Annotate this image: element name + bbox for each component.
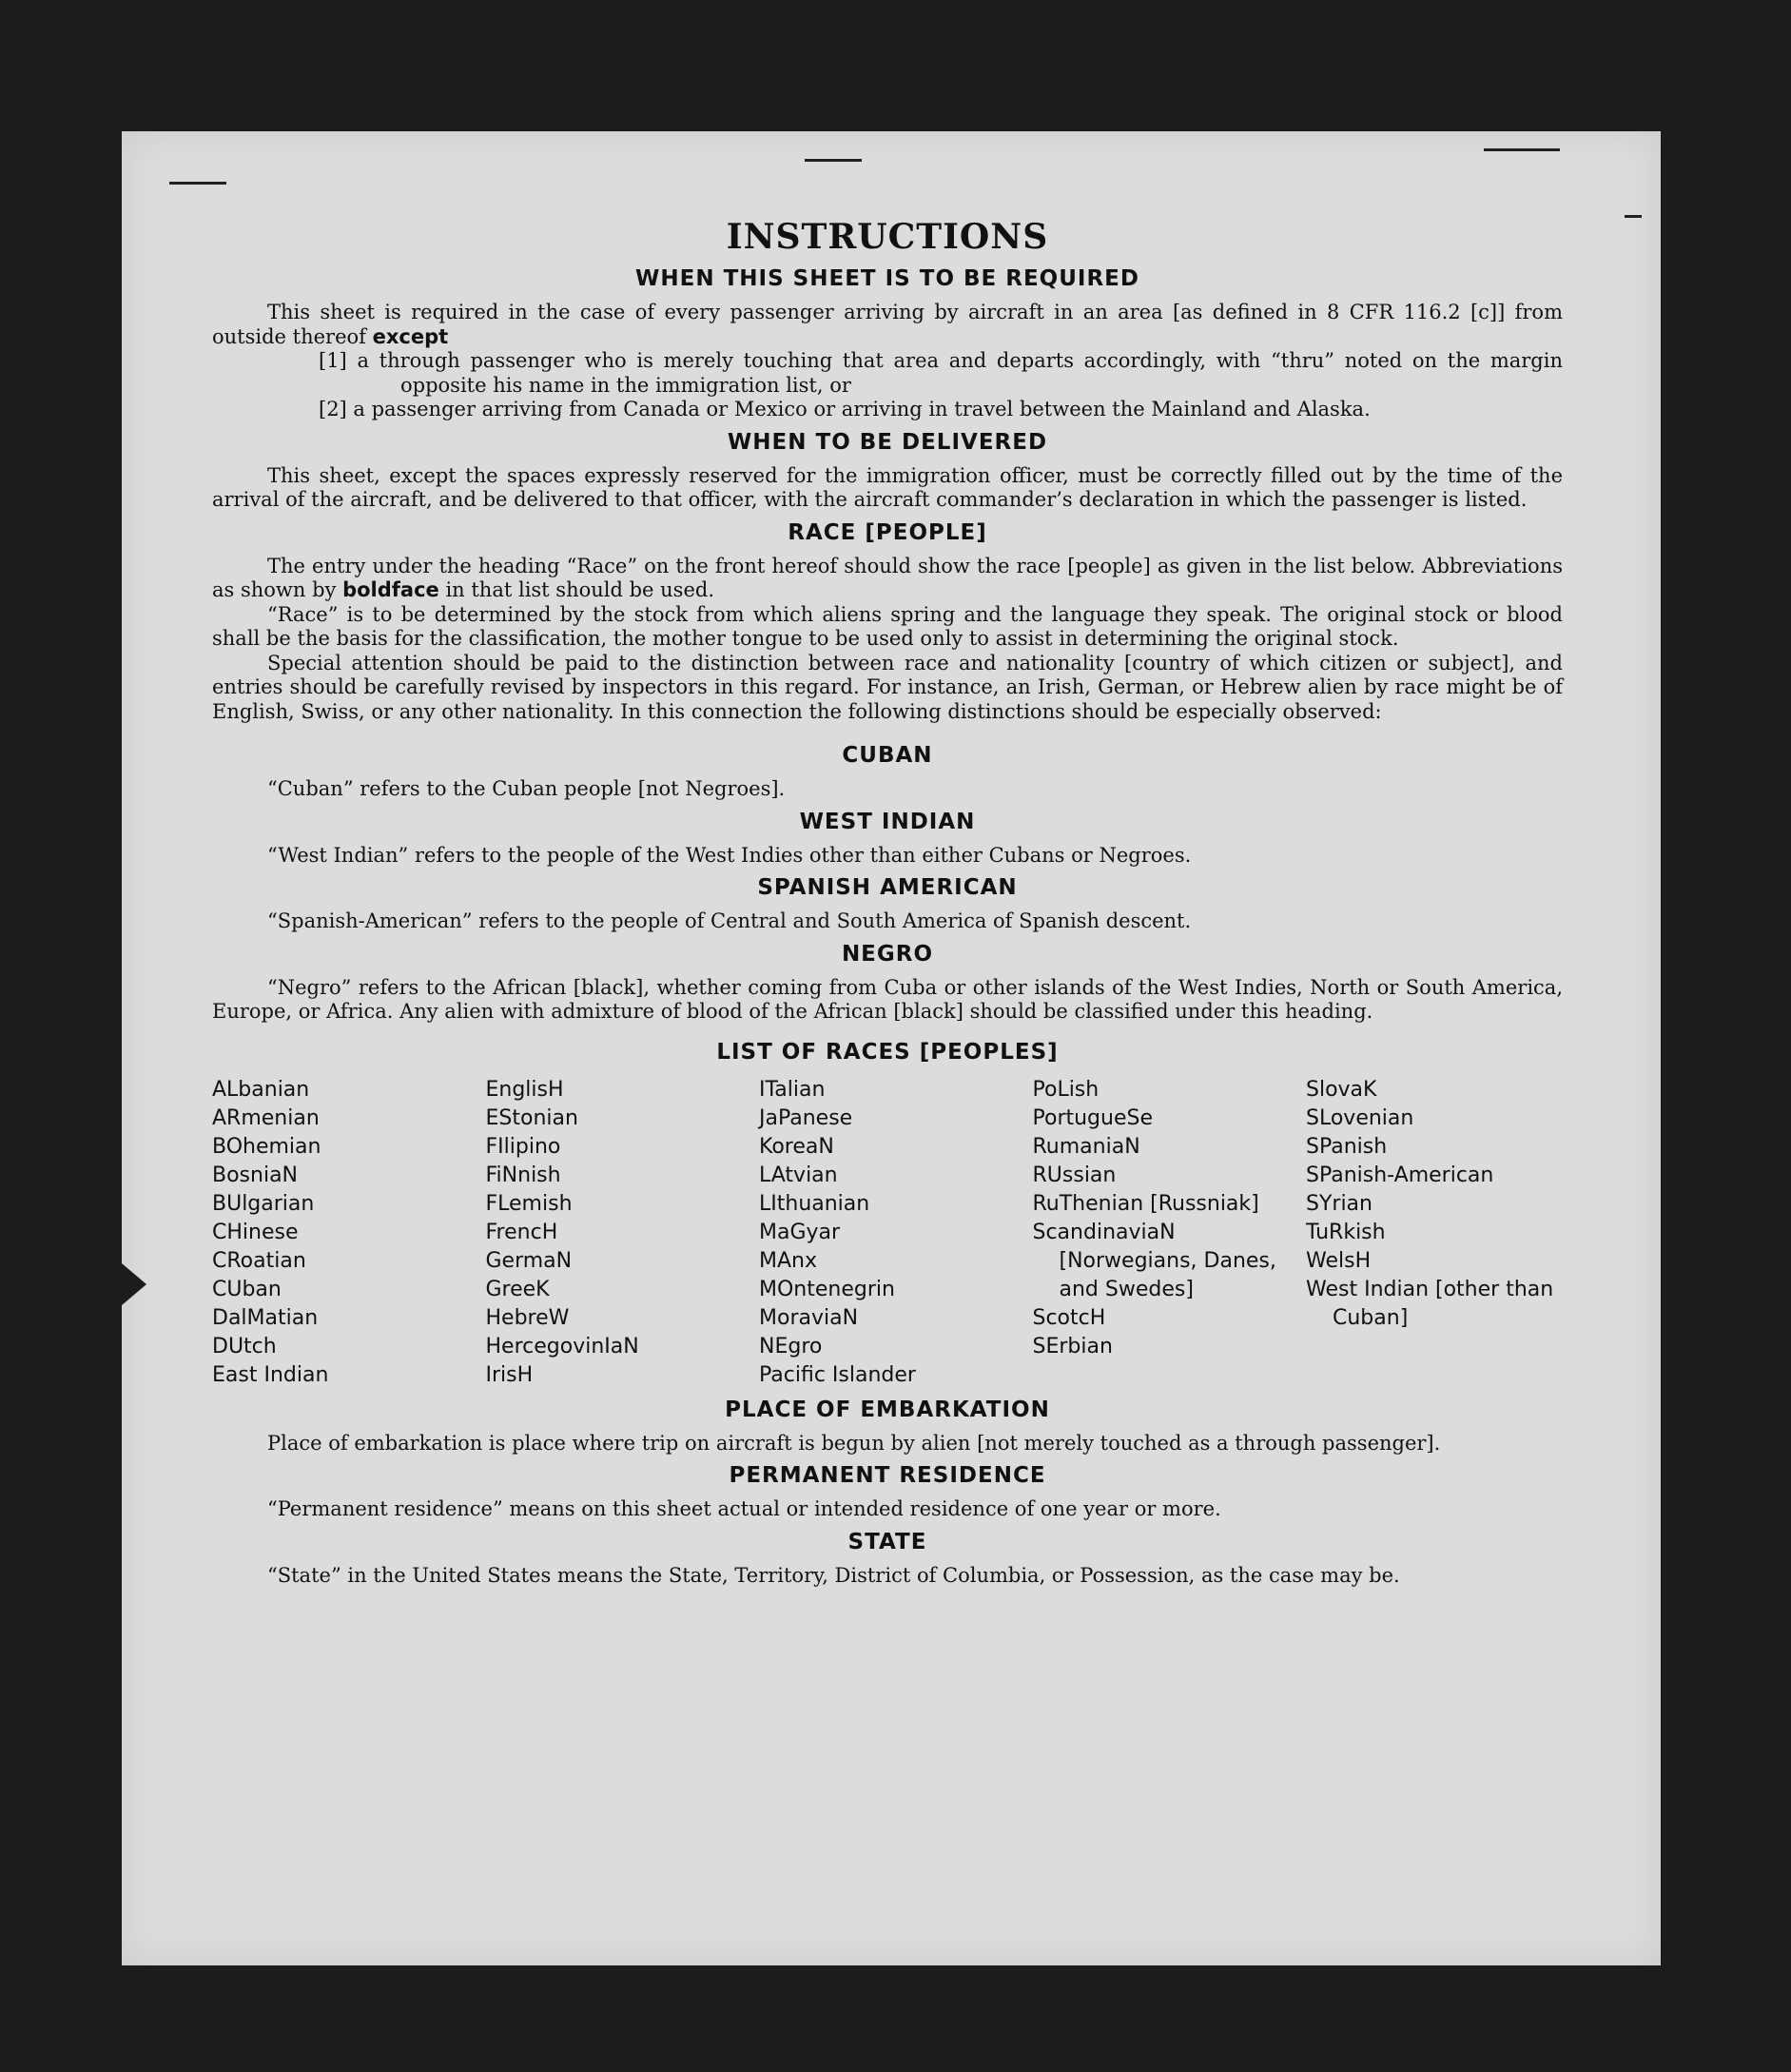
race-entry: DUtch — [212, 1334, 277, 1359]
race-entry: NEgro — [759, 1334, 823, 1359]
page-title: INSTRUCTIONS — [726, 217, 1049, 257]
paragraph-when-delivered: This sheet, except the spaces expressly reserved for the immigration officer, must be correctly filled out by the time of the arrival of the aircraft, and be delivered to that officer, with the aircraft commander’s declaration in which the passenger is listed. — [212, 463, 1563, 511]
races-column-4 — [1033, 1076, 1290, 1390]
race-entry: PoLish — [1032, 1077, 1100, 1102]
paragraph-negro: “Negro” refers to the African [black], whether coming from Cuba or other islands of the West Indies, North or South America, Europe, or Africa. Any alien with admixture of blood of the African [black] should be classified under this heading. — [212, 975, 1563, 1023]
race-entry: SLovenian — [1306, 1105, 1414, 1130]
races-column-2 — [486, 1076, 743, 1390]
page-notch — [122, 1263, 146, 1305]
race-entry: MAnx — [759, 1248, 817, 1273]
paragraph-permanent-residence: “Permanent residence” means on this sheet actual or intended residence of one year or more. — [267, 1497, 1221, 1520]
race-entry: West Indian [other than Cuban] — [1306, 1277, 1554, 1330]
paragraph-spanish-american: “Spanish-American” refers to the people of Central and South America of Spanish descent. — [267, 909, 1192, 932]
race-entry: BOhemian — [212, 1134, 321, 1159]
exception-item-1: [1] a through passenger who is merely touching that area and departs accordingly, with “thru” noted on the margin opposite his name in the immigration list, or — [319, 349, 1563, 397]
race-entry: EStonian — [485, 1105, 578, 1130]
race-entry: SErbian — [1032, 1334, 1113, 1359]
instructions-content — [212, 215, 1563, 1588]
races-column-3 — [759, 1076, 1016, 1390]
race-entry: ARmenian — [212, 1105, 320, 1130]
heading-spanish-american: SPANISH AMERICAN — [757, 875, 1018, 900]
paragraph-cuban: “Cuban” refers to the Cuban people [not Negroes]. — [267, 777, 786, 800]
scan-speck — [1484, 148, 1560, 151]
race-entry: DalMatian — [212, 1305, 319, 1330]
race-entry: HebreW — [485, 1305, 570, 1330]
race-entry: LAtvian — [759, 1163, 838, 1187]
race-entry: ITalian — [759, 1077, 826, 1102]
race-entry: LIthuanian — [759, 1191, 870, 1216]
paragraph-west-indian: “West Indian” refers to the people of the West Indies other than either Cubans or Negroes. — [267, 843, 1192, 867]
scan-speck — [1625, 215, 1642, 218]
race-entry: East Indian — [212, 1362, 329, 1387]
race-entry: SlovaK — [1306, 1077, 1377, 1102]
paragraph-race-3: Special attention should be paid to the distinction between race and nationality [country of which citizen or subject], and entries should be carefully revised by inspectors in this regard. For instance, an Irish, German, or Hebrew alien by race might be of English, Swiss, or any other nationality. In this connection the following distinctions should be especially observed: — [212, 651, 1563, 723]
paragraph-race-2: “Race” is to be determined by the stock from which aliens spring and the language they speak. The original stock or blood shall be the basis for the classification, the mother tongue to be used only to assist in determining the original stock. — [212, 602, 1563, 650]
race-entry: SYrian — [1306, 1191, 1372, 1216]
race-entry: SPanish — [1306, 1134, 1388, 1159]
race-entry: CRoatian — [212, 1248, 306, 1273]
race-entry: ScandinaviaN [Norwegians, Danes, and Swedes] — [1032, 1220, 1276, 1301]
race-entry: FrencH — [485, 1220, 558, 1244]
paragraph-race-1: The entry under the heading “Race” on the front hereof should show the race [people] as given in the list below. Abbreviations as shown by boldface in that list should be used. — [212, 554, 1563, 601]
document-page — [122, 131, 1661, 1965]
heading-when-delivered: WHEN TO BE DELIVERED — [727, 429, 1048, 455]
race-entry: FIlipino — [485, 1134, 561, 1159]
race-entry: SPanish-American — [1306, 1163, 1494, 1187]
races-column-5 — [1306, 1076, 1563, 1390]
race-entry: Pacific Islander — [759, 1362, 916, 1387]
races-list — [212, 1076, 1563, 1390]
scan-speck — [805, 159, 862, 162]
heading-embarkation: PLACE OF EMBARKATION — [725, 1397, 1050, 1422]
race-entry: IrisH — [485, 1362, 534, 1387]
paragraph-state: “State” in the United States means the State, Territory, District of Columbia, or Possession, as the case may be. — [267, 1563, 1400, 1587]
heading-negro: NEGRO — [841, 941, 934, 967]
race-entry: CUban — [212, 1277, 282, 1301]
race-entry: BosniaN — [212, 1163, 299, 1187]
race-entry: WelsH — [1306, 1248, 1372, 1273]
race-entry: KoreaN — [759, 1134, 834, 1159]
races-column-1 — [212, 1076, 469, 1390]
heading-cuban: CUBAN — [842, 743, 933, 768]
race-entry: RUssian — [1032, 1163, 1117, 1187]
race-entry: GermaN — [485, 1248, 573, 1273]
race-entry: RuThenian [Russniak] — [1032, 1191, 1259, 1216]
heading-west-indian: WEST INDIAN — [799, 809, 976, 834]
heading-list-of-races: LIST OF RACES [PEOPLES] — [716, 1039, 1059, 1065]
heading-permanent-residence: PERMANENT RESIDENCE — [729, 1463, 1046, 1488]
race-entry: FiNnish — [485, 1163, 561, 1187]
race-entry: GreeK — [485, 1277, 550, 1301]
heading-when-required: WHEN THIS SHEET IS TO BE REQUIRED — [635, 266, 1139, 291]
race-entry: HercegovinIaN — [485, 1334, 639, 1359]
race-entry: PortugueSe — [1032, 1105, 1153, 1130]
heading-state: STATE — [847, 1529, 927, 1554]
race-entry: FLemish — [485, 1191, 573, 1216]
race-entry: ScotcH — [1032, 1305, 1106, 1330]
race-entry: MoraviaN — [759, 1305, 859, 1330]
scan-speck — [169, 182, 226, 185]
paragraph-embarkation: Place of embarkation is place where trip on aircraft is begun by alien [not merely touched as a through passenger]. — [267, 1431, 1441, 1455]
race-entry: MaGyar — [759, 1220, 841, 1244]
paragraph-when-required: This sheet is required in the case of every passenger arriving by aircraft in an area [as defined in 8 CFR 116.2 [c]] from outside thereof except — [212, 301, 1563, 348]
heading-race: RACE [PEOPLE] — [788, 519, 987, 545]
exception-item-2: [2] a passenger arriving from Canada or Mexico or arriving in travel between the Mainland and Alaska. — [319, 398, 1371, 420]
race-entry: CHinese — [212, 1220, 299, 1244]
race-entry: EnglisH — [485, 1077, 564, 1102]
race-entry: ALbanian — [212, 1077, 310, 1102]
race-entry: JaPanese — [759, 1105, 853, 1130]
race-entry: MOntenegrin — [759, 1277, 895, 1301]
race-entry: RumaniaN — [1032, 1134, 1140, 1159]
race-entry: BUlgarian — [212, 1191, 315, 1216]
race-entry: TuRkish — [1306, 1220, 1386, 1244]
